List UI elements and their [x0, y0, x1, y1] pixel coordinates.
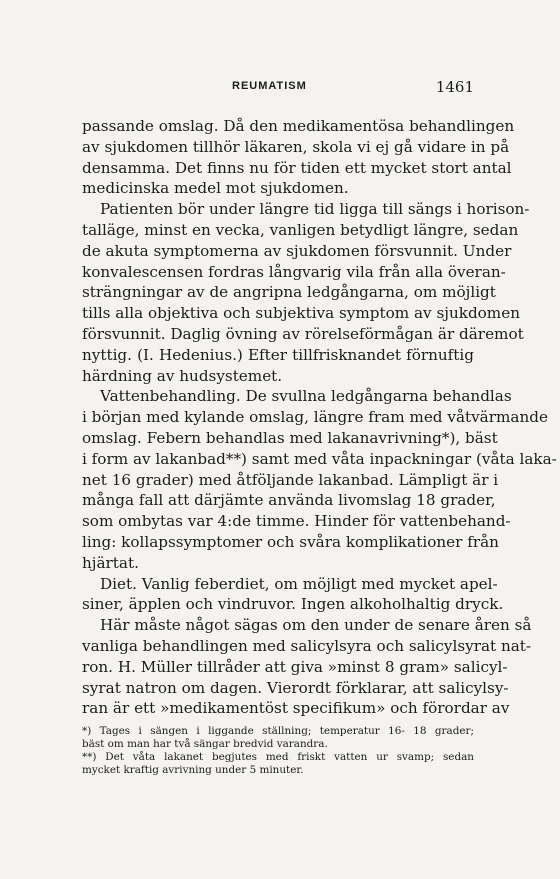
text-line: Här måste något sägas om den under de senare åren så [100, 616, 532, 635]
running-title: REUMATISM [232, 80, 307, 92]
text-line: Vattenbehandling. De svullna ledgångarna behandlas [100, 387, 512, 406]
text-line: som ombytas var 4:de timme. Hinder för vattenbehand- [82, 512, 511, 531]
text-line: vanliga behandlingen med salicylsyra och salicylsyrat nat- [82, 636, 532, 655]
footnote-line: bäst om man har två sängar bredvid varandra. [82, 738, 328, 750]
text-line: härdning av hudsystemet. [82, 366, 283, 385]
page-header [82, 78, 474, 98]
text-line: net 16 grader) med åtföljande lakanbad. Lämpligt är i [82, 470, 499, 489]
text-line: försvunnit. Daglig övning av rörelseförmågan är däremot [82, 324, 524, 343]
text-line: i början med kylande omslag, längre fram med våtvärmande [82, 408, 548, 427]
text-line: talläge, minst en vecka, vanligen betydligt längre, sedan [82, 220, 519, 239]
text-line: strängningar av de angripna ledgångarna, om möjligt [82, 283, 496, 302]
footnote-line: **) Det våta lakanet begjutes med friskt vatten ur svamp; sedan [82, 751, 474, 763]
text-line: många fall att därjämte använda livomslag 18 grader, [82, 491, 496, 510]
footnotes [82, 725, 474, 777]
text-line: passande omslag. Då den medikamentösa behandlingen [82, 117, 515, 135]
text-line: nyttig. (I. Hedenius.) Efter tillfrisknandet förnuftig [82, 345, 474, 364]
text-line: tills alla objektiva och subjektiva symptom av sjukdomen [82, 304, 520, 323]
body-text [82, 116, 557, 719]
text-line: densamma. Det finns nu för tiden ett mycket stort antal [82, 158, 512, 177]
text-line: konvalescensen fordras långvarig vila från alla överan- [82, 262, 506, 281]
text-line: hjärtat. [82, 553, 139, 572]
text-line: omslag. Febern behandlas med lakanavrivning*), bäst [82, 428, 498, 447]
text-line: ran är ett »medikamentöst specifikum» och förordar av [82, 699, 510, 718]
text-line: av sjukdomen tillhör läkaren, skola vi ej gå vidare in på [82, 137, 510, 156]
footnote-line: mycket kraftig avrivning under 5 minuter. [82, 764, 304, 776]
text-line: de akuta symptomerna av sjukdomen försvunnit. Under [82, 241, 512, 260]
text-line: ling: kollapssymptomer och svåra komplikationer från [82, 532, 499, 551]
text-line: siner, äpplen och vindruvor. Ingen alkoholhaltig dryck. [82, 595, 504, 614]
footnote-line: *) Tages i sängen i liggande ställning; temperatur 16- 18 grader; [82, 725, 474, 737]
page-number: 1461 [435, 78, 474, 96]
text-line: medicinska medel mot sjukdomen. [82, 179, 349, 198]
text-line: i form av lakanbad**) samt med våta inpackningar (våta laka- [82, 449, 557, 468]
text-line: syrat natron om dagen. Vierordt förklarar, att salicylsy- [82, 678, 509, 697]
text-line: Patienten bör under längre tid ligga till sängs i horison- [100, 200, 530, 219]
text-line: Diet. Vanlig feberdiet, om möjligt med mycket apel- [100, 574, 498, 593]
text-line: ron. H. Müller tillråder att giva »minst 8 gram» salicyl- [82, 657, 508, 676]
